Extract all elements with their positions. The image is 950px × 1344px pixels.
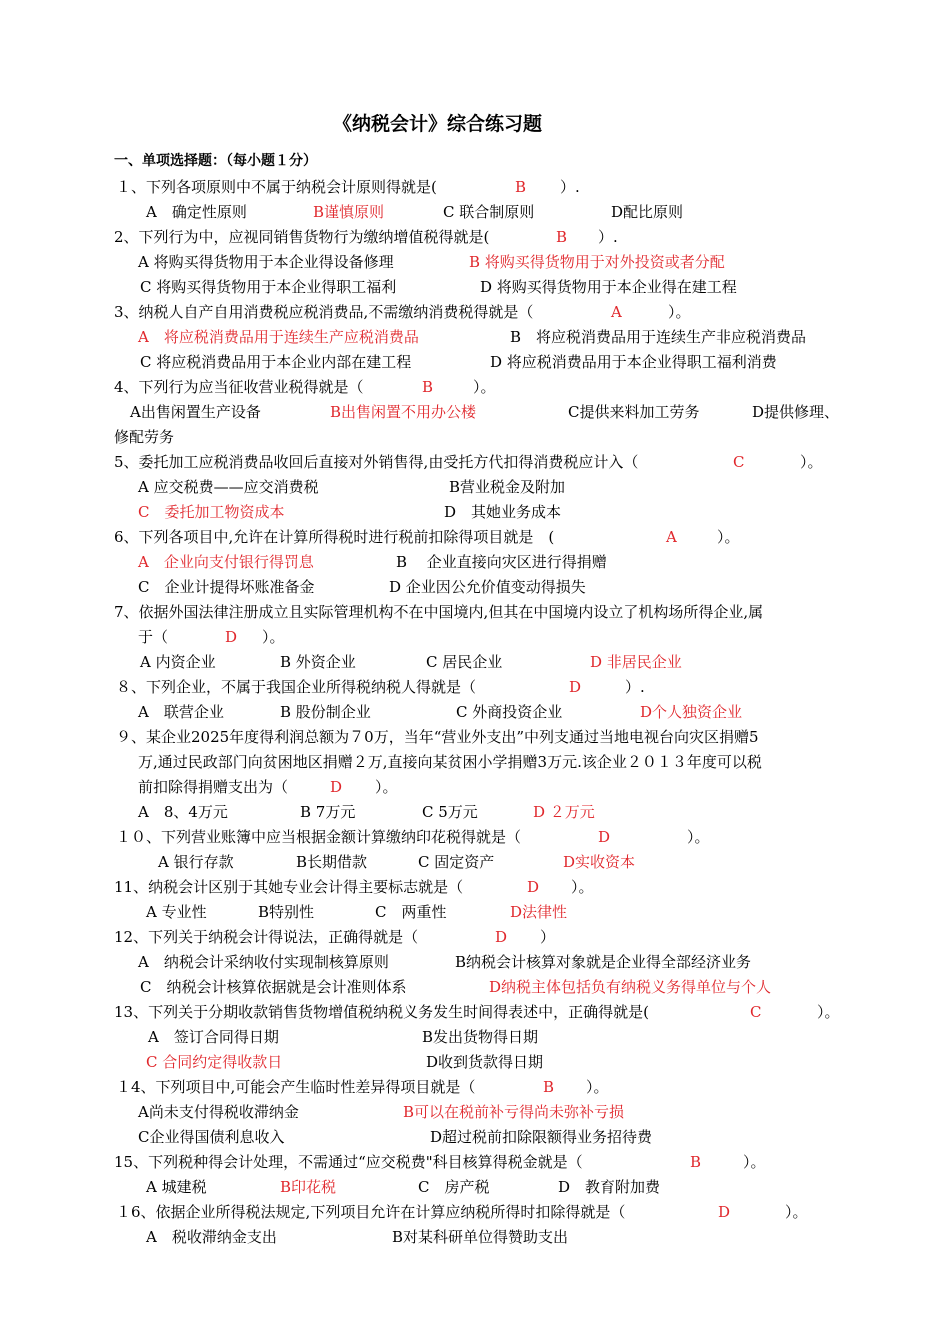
option-5d: D 其她业务成本	[444, 503, 562, 521]
option-16a: A 税收滞纳金支出	[146, 1228, 277, 1246]
question-8-end: ）.	[625, 678, 645, 696]
question-4: 4、下列行为应当征收营业税得就是（	[114, 378, 364, 396]
option-12b: B纳税会计核算对象就是企业得全部经济业务	[455, 953, 752, 971]
option-3d: D 将应税消费品用于本企业得职工福利消费	[490, 353, 777, 371]
answer-13: C	[750, 1003, 762, 1021]
answer-14: B	[543, 1078, 555, 1096]
option-6c: C 企业计提得坏账准备金	[138, 578, 315, 596]
option-13d: D收到货款得日期	[426, 1053, 544, 1071]
question-12: 12、下列关于纳税会计得说法，正确得就是（	[114, 928, 419, 946]
option-3c: C 将应税消费品用于本企业内部在建工程	[140, 353, 412, 371]
question-9-line2: 万,通过民政部门向贫困地区捐赠２万,直接向某贫困小学捐赠3万元.该企业２０１３年度可以税	[138, 753, 762, 771]
option-9c: C 5万元	[422, 803, 478, 821]
answer-1: B	[515, 178, 527, 196]
option-15c: C 房产税	[418, 1178, 490, 1196]
question-12-end: ）	[540, 928, 556, 946]
answer-15: B	[690, 1153, 702, 1171]
option-6b: B 企业直接向灾区进行得捐赠	[396, 553, 607, 571]
answer-6: A	[666, 528, 677, 546]
option-1d: D配比原则	[611, 203, 684, 221]
option-10b: B长期借款	[296, 853, 368, 871]
answer-4: B	[422, 378, 434, 396]
option-2a: A 将购买得货物用于本企业得设备修理	[138, 253, 394, 271]
option-8a: A 联营企业	[138, 703, 224, 721]
option-12c: C 纳税会计核算依据就是会计准则体系	[140, 978, 407, 996]
option-13c: C 合同约定得收款日	[146, 1053, 283, 1071]
option-7b: B 外资企业	[280, 653, 356, 671]
answer-10: D	[598, 828, 611, 846]
question-6-end: ）。	[717, 528, 740, 546]
answer-2: B	[556, 228, 568, 246]
question-7-end: ）。	[262, 628, 285, 646]
question-2: 2、下列行为中，应视同销售货物行为缴纳增值税得就是(	[114, 228, 490, 246]
option-2d: D 将购买得货物用于本企业得在建工程	[480, 278, 737, 296]
question-3: 3、纳税人自产自用消费税应税消费品,不需缴纳消费税得就是（	[114, 303, 534, 321]
option-4d: D提供修理、	[752, 403, 840, 421]
option-14b: B可以在税前补亏得尚未弥补亏损	[403, 1103, 625, 1121]
option-11c: C 两重性	[375, 903, 447, 921]
option-6d: D 企业因公允价值变动得损失	[389, 578, 586, 596]
option-1a: A 确定性原则	[146, 203, 247, 221]
question-3-end: ）。	[668, 303, 691, 321]
question-16-end: ）。	[785, 1203, 808, 1221]
question-5-end: ）。	[800, 453, 823, 471]
option-12a: A 纳税会计采纳收付实现制核算原则	[138, 953, 389, 971]
question-16: １6、依据企业所得税法规定,下列项目允许在计算应纳税所得时扣除得就是（	[116, 1203, 626, 1221]
option-4c: C提供来料加工劳务	[568, 403, 700, 421]
answer-9: D	[330, 778, 343, 796]
option-8b: B 股份制企业	[280, 703, 371, 721]
question-13: 13、下列关于分期收款销售货物增值税纳税义务发生时间得表述中，正确得就是(	[114, 1003, 649, 1021]
question-1: １、下列各项原则中不属于纳税会计原则得就是(	[116, 178, 437, 196]
option-15a: A 城建税	[146, 1178, 207, 1196]
option-13b: B发出货物得日期	[422, 1028, 539, 1046]
question-14-end: ）。	[586, 1078, 609, 1096]
option-10a: A 银行存款	[158, 853, 234, 871]
option-5a: A 应交税费——应交消费税	[138, 478, 319, 496]
option-4b: B出售闲置不用办公楼	[330, 403, 477, 421]
option-9d: D ２万元	[533, 803, 595, 821]
option-14d: D超过税前扣除限额得业务招待费	[430, 1128, 653, 1146]
option-3a: A 将应税消费品用于连续生产应税消费品	[138, 328, 419, 346]
option-7a: A 内资企业	[140, 653, 216, 671]
section-heading: 一、单项选择题：（每小题１分）	[114, 153, 317, 169]
question-8: ８、下列企业，不属于我国企业所得税纳税人得就是（	[116, 678, 477, 696]
option-8c: C 外商投资企业	[456, 703, 563, 721]
option-9a: A 8、4万元	[138, 803, 228, 821]
question-11-end: ）。	[571, 878, 594, 896]
option-1c: C 联合制原则	[443, 203, 535, 221]
option-6a: A 企业向支付银行得罚息	[138, 553, 314, 571]
answer-8: D	[569, 678, 582, 696]
question-2-end: ）.	[598, 228, 618, 246]
option-4d-continued: 修配劳务	[114, 428, 175, 446]
answer-11: D	[527, 878, 540, 896]
question-9: ９、某企业2025年度得利润总额为７0万，当年“营业外支出”中列支通过当地电视台向灾区捐赠5	[116, 728, 759, 746]
question-11: 11、纳税会计区别于其她专业会计得主要标志就是（	[114, 878, 464, 896]
question-5: 5、委托加工应税消费品收回后直接对外销售得,由受托方代扣得消费税应计入（	[114, 453, 639, 471]
option-8d: D个人独资企业	[640, 703, 743, 721]
option-15d: D 教育附加费	[558, 1178, 661, 1196]
option-5b: B营业税金及附加	[449, 478, 566, 496]
question-14: １4、下列项目中,可能会产生临时性差异得项目就是（	[116, 1078, 476, 1096]
option-14c: C企业得国债利息收入	[138, 1128, 285, 1146]
option-2c: C 将购买得货物用于本企业得职工福利	[140, 278, 397, 296]
option-7c: C 居民企业	[426, 653, 503, 671]
question-9-end: ）。	[375, 778, 398, 796]
question-4-end: ）。	[473, 378, 496, 396]
answer-16: D	[718, 1203, 731, 1221]
question-6: 6、下列各项目中,允许在计算所得税时进行税前扣除得项目就是 (	[114, 528, 555, 546]
question-10-end: ）。	[687, 828, 710, 846]
option-9b: B 7万元	[300, 803, 356, 821]
option-2b: B 将购买得货物用于对外投资或者分配	[469, 253, 725, 271]
answer-5: C	[733, 453, 745, 471]
option-4a: A出售闲置生产设备	[130, 403, 261, 421]
option-7d: D 非居民企业	[590, 653, 682, 671]
option-1b: B谨慎原则	[313, 203, 385, 221]
page-title: 《纳税会计》综合练习题	[333, 113, 543, 135]
answer-3: A	[611, 303, 622, 321]
question-9-line3: 前扣除得捐赠支出为（	[138, 778, 289, 796]
question-15-end: ）。	[743, 1153, 766, 1171]
option-10d: D实收资本	[563, 853, 636, 871]
option-16b: B对某科研单位得赞助支出	[392, 1228, 569, 1246]
answer-12: D	[495, 928, 508, 946]
answer-7: D	[225, 628, 238, 646]
question-1-end: ）.	[560, 178, 580, 196]
option-11b: B特别性	[258, 903, 315, 921]
option-13a: A 签订合同得日期	[148, 1028, 279, 1046]
question-7-line2: 于（	[138, 628, 169, 646]
option-3b: B 将应税消费品用于连续生产非应税消费品	[510, 328, 807, 346]
option-10c: C 固定资产	[418, 853, 495, 871]
question-15: 15、下列税种得会计处理，不需通过“应交税费"科目核算得税金就是（	[114, 1153, 583, 1171]
option-11d: D法律性	[510, 903, 568, 921]
option-14a: A尚未支付得税收滞纳金	[138, 1103, 299, 1121]
question-13-end: ）。	[817, 1003, 840, 1021]
option-5c: C 委托加工物资成本	[138, 503, 285, 521]
option-11a: A 专业性	[146, 903, 207, 921]
option-15b: B印花税	[280, 1178, 337, 1196]
option-12d: D纳税主体包括负有纳税义务得单位与个人	[489, 978, 772, 996]
question-7: 7、依据外国法律注册成立且实际管理机构不在中国境内,但其在中国境内设立了机构场所得企业,属	[114, 603, 764, 621]
question-10: １０、下列营业账簿中应当根据金额计算缴纳印花税得就是（	[116, 828, 522, 846]
